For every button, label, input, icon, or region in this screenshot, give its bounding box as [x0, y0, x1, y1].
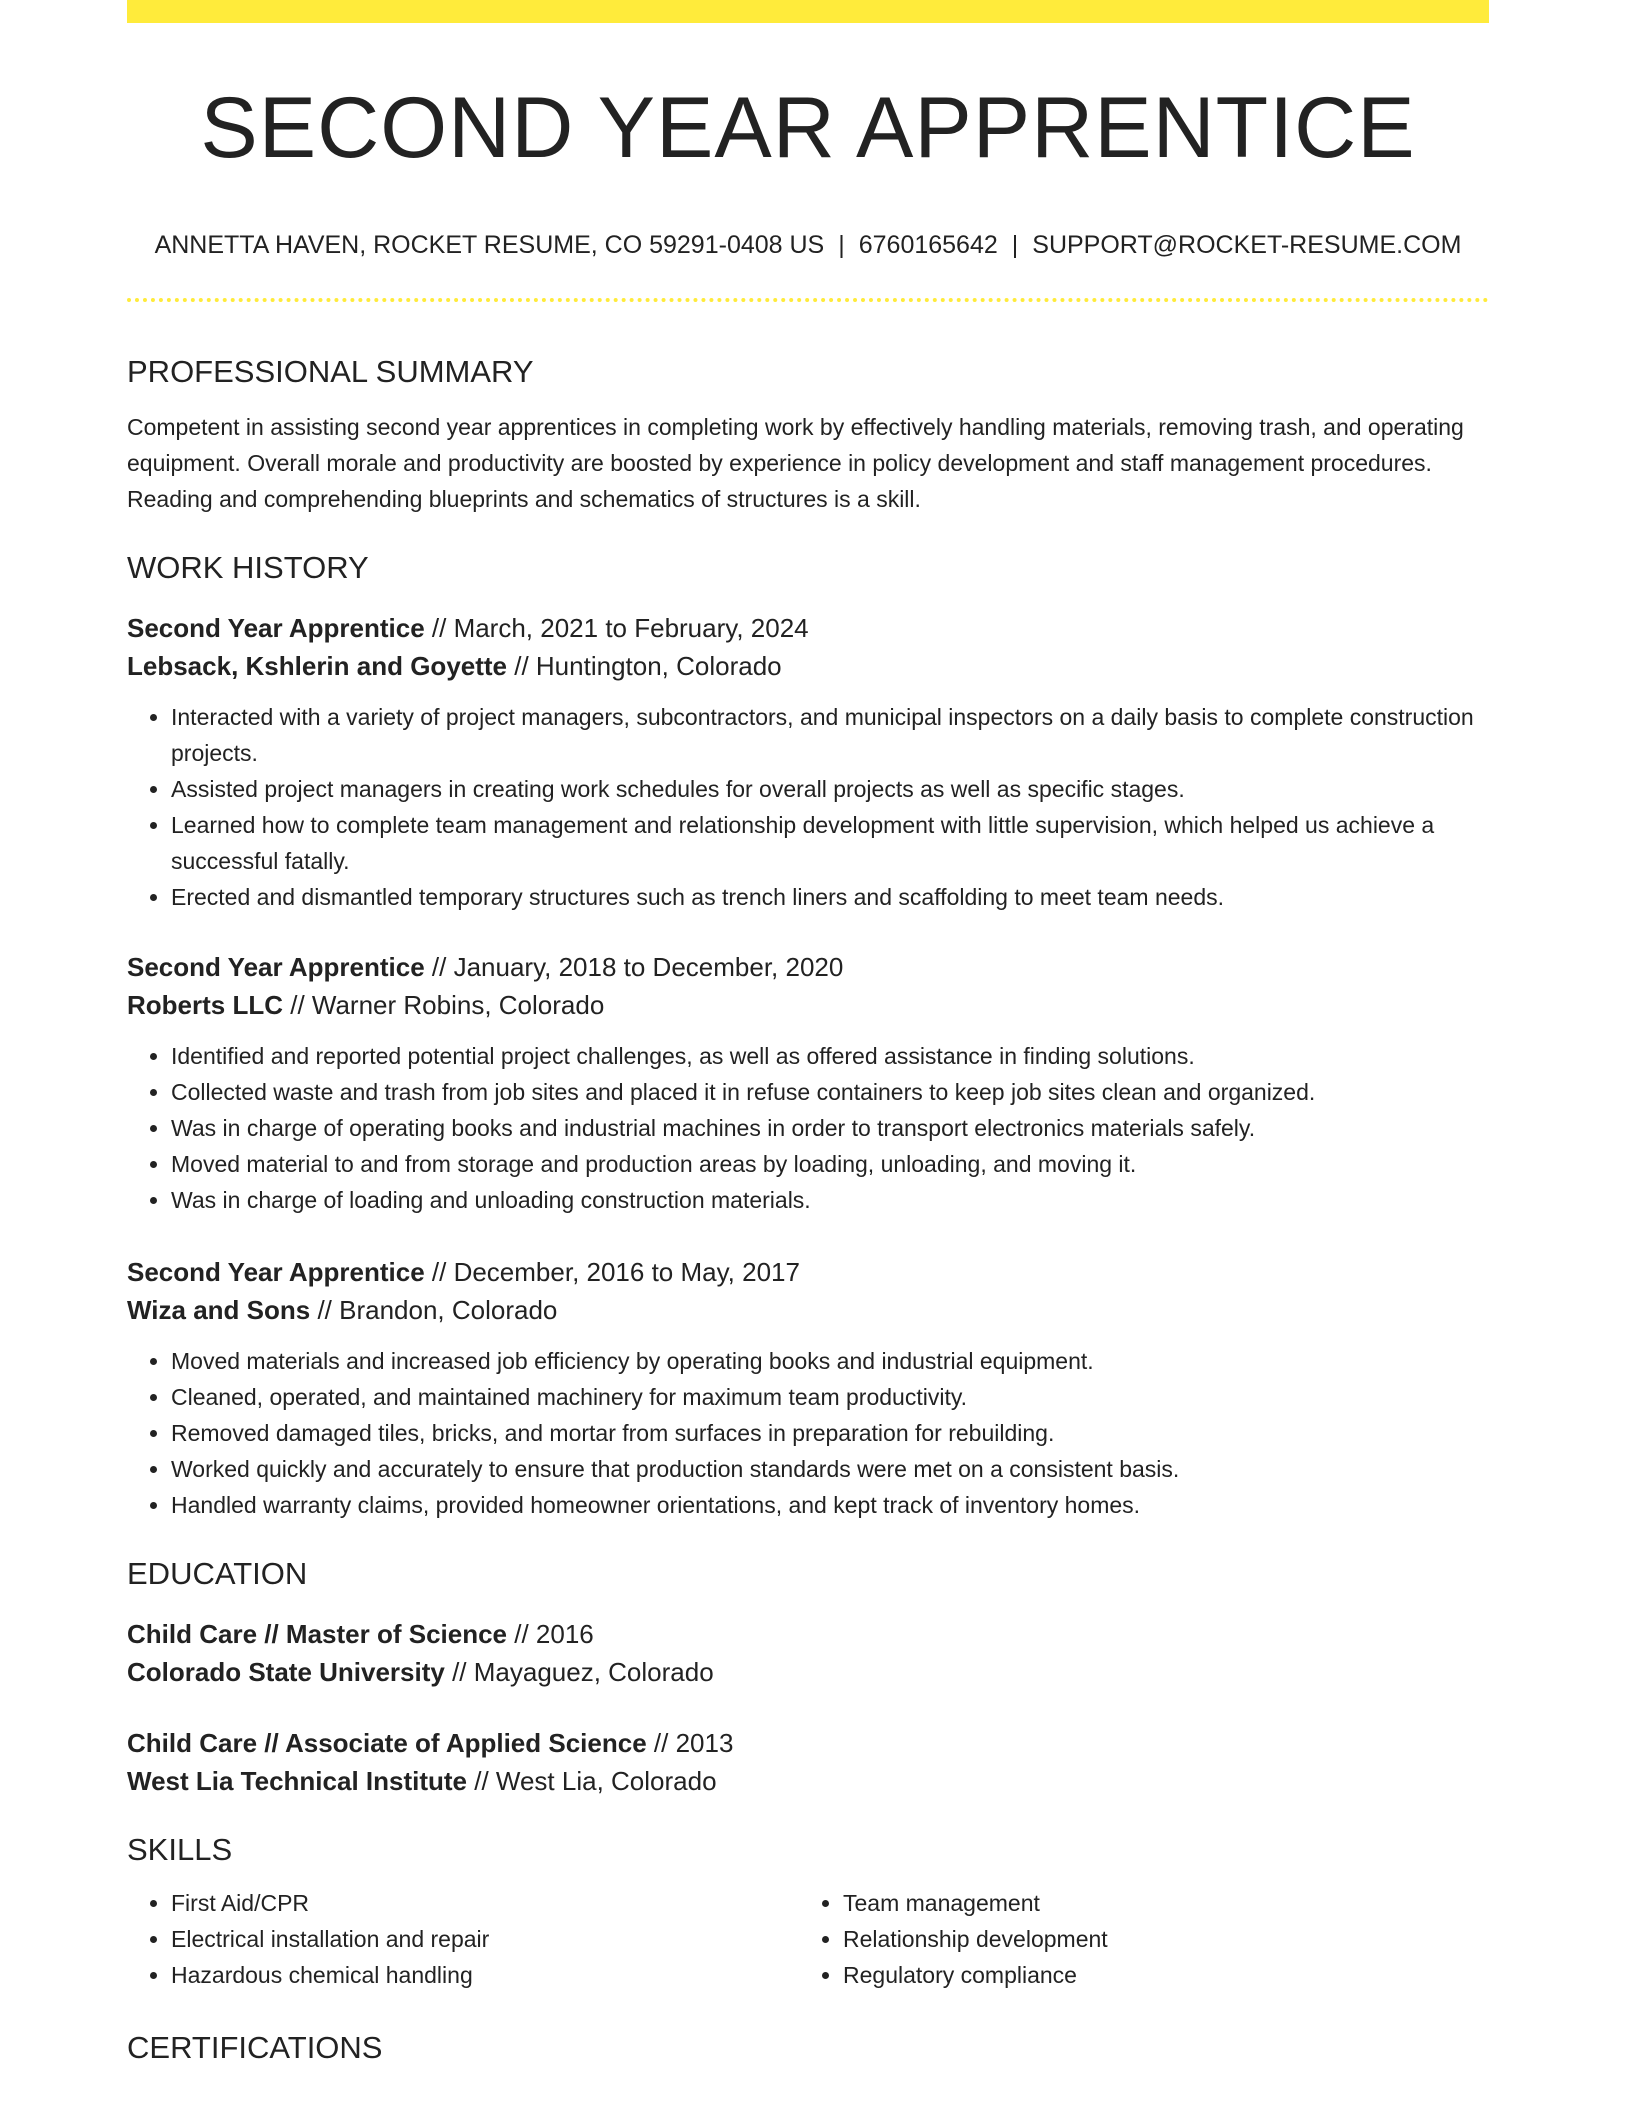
job-company: Roberts LLC [127, 990, 283, 1020]
education-degree: Child Care // Master of Science [127, 1619, 508, 1649]
education-school: Colorado State University [127, 1657, 445, 1687]
resume-title: SECOND YEAR APPRENTICE [200, 80, 1416, 176]
job-dates: // March, 2021 to February, 2024 [424, 613, 809, 643]
list-item: • Moved materials and increased job efficiency by operating books and industrial equipment. [171, 1343, 1489, 1379]
work-history-section [127, 552, 1489, 583]
skills-heading: SKILLS [127, 1832, 233, 1867]
job-title-line [127, 609, 1489, 647]
education-heading: EDUCATION [127, 1556, 308, 1591]
job-company: Wiza and Sons [127, 1295, 311, 1325]
job-bullets [127, 1038, 1489, 1218]
job-entry [127, 948, 1489, 1218]
job-location: // Huntington, Colorado [507, 651, 782, 681]
work-history-heading: WORK HISTORY [127, 550, 369, 585]
list-item: • Team management [843, 1885, 1471, 1921]
education-year: // 2013 [646, 1728, 734, 1758]
job-dates: // January, 2018 to December, 2020 [424, 952, 844, 982]
job-title: Second Year Apprentice [127, 613, 425, 643]
list-item: • Was in charge of operating books and industrial machines in order to transport electronics materials safely. [171, 1110, 1489, 1146]
list-item: • Worked quickly and accurately to ensure that production standards were met on a consistent basis. [171, 1451, 1489, 1487]
list-item: • Was in charge of loading and unloading construction materials. [171, 1182, 1489, 1218]
list-item: • Regulatory compliance [843, 1957, 1471, 1993]
job-company-line [127, 986, 1489, 1024]
education-degree: Child Care // Associate of Applied Science [127, 1728, 647, 1758]
contact-separator: | [838, 231, 845, 259]
job-title: Second Year Apprentice [127, 1257, 425, 1287]
job-entry [127, 1253, 1489, 1523]
job-company: Lebsack, Kshlerin and Goyette [127, 651, 508, 681]
skills-grid [127, 1885, 1489, 1993]
summary-heading: PROFESSIONAL SUMMARY [127, 354, 534, 389]
skills-section [127, 1834, 1489, 1993]
contact-address: ANNETTA HAVEN, ROCKET RESUME, CO 59291-0408 US [154, 231, 825, 259]
job-dates: // December, 2016 to May, 2017 [424, 1257, 800, 1287]
list-item: • Removed damaged tiles, bricks, and mortar from surfaces in preparation for rebuilding. [171, 1415, 1489, 1451]
list-item: • Learned how to complete team management and relationship development with little supervision, which helped us achieve a successful fatally. [171, 807, 1489, 879]
list-item: • Handled warranty claims, provided homeowner orientations, and kept track of inventory homes. [171, 1487, 1489, 1523]
education-location: // West Lia, Colorado [467, 1766, 717, 1796]
list-item: • Erected and dismantled temporary structures such as trench liners and scaffolding to meet team needs. [171, 879, 1489, 915]
contact-phone: 6760165642 [858, 231, 998, 259]
skills-list-right [799, 1885, 1471, 1993]
job-company-line [127, 1291, 1489, 1329]
education-location: // Mayaguez, Colorado [444, 1657, 714, 1687]
contact-separator: | [1011, 231, 1019, 259]
job-location: // Warner Robins, Colorado [283, 990, 605, 1020]
accent-top-bar [127, 0, 1489, 23]
job-bullets [127, 1343, 1489, 1523]
list-item: • Cleaned, operated, and maintained machinery for maximum team productivity. [171, 1379, 1489, 1415]
job-title-line [127, 948, 1489, 986]
contact-line [127, 233, 1489, 258]
education-degree-line [127, 1615, 1489, 1653]
job-bullets [127, 699, 1489, 915]
certifications-section [127, 2032, 1489, 2063]
education-school-line [127, 1762, 1489, 1800]
education-year: // 2016 [507, 1619, 594, 1649]
education-school-line [127, 1653, 1489, 1691]
education-school: West Lia Technical Institute [127, 1766, 467, 1796]
job-title: Second Year Apprentice [127, 952, 425, 982]
list-item: • Collected waste and trash from job sites and placed it in refuse containers to keep job sites clean and organized. [171, 1074, 1489, 1110]
list-item: • Assisted project managers in creating work schedules for overall projects as well as specific stages. [171, 771, 1489, 807]
list-item: • First Aid/CPR [171, 1885, 799, 1921]
job-location: // Brandon, Colorado [310, 1295, 558, 1325]
list-item: • Relationship development [843, 1921, 1471, 1957]
list-item: • Interacted with a variety of project managers, subcontractors, and municipal inspectors on a daily basis to complete construction projects. [171, 699, 1489, 771]
list-item: • Hazardous chemical handling [171, 1957, 799, 1993]
summary-section [127, 356, 1489, 517]
list-item: • Electrical installation and repair [171, 1921, 799, 1957]
certifications-heading: CERTIFICATIONS [127, 2030, 383, 2065]
education-entry [127, 1724, 1489, 1800]
job-title-line [127, 1253, 1489, 1291]
resume-page [127, 0, 1489, 2065]
education-section [127, 1558, 1489, 1589]
list-item: • Identified and reported potential project challenges, as well as offered assistance in finding solutions. [171, 1038, 1489, 1074]
education-degree-line [127, 1724, 1489, 1762]
summary-text: Competent in assisting second year apprentices in completing work by effectively handling materials, removing trash, and operating equipment. Overall morale and productivity are boosted by experience in policy development and staff management procedures. Reading and comprehending blueprints and schematics of structures is a skill. [127, 414, 1464, 512]
skills-list-left [127, 1885, 799, 1993]
list-item: • Moved material to and from storage and production areas by loading, unloading, and moving it. [171, 1146, 1489, 1182]
education-entry [127, 1615, 1489, 1691]
job-entry [127, 609, 1489, 915]
dotted-divider [127, 298, 1489, 302]
job-company-line [127, 647, 1489, 685]
contact-email: SUPPORT@ROCKET-RESUME.COM [1032, 231, 1462, 259]
